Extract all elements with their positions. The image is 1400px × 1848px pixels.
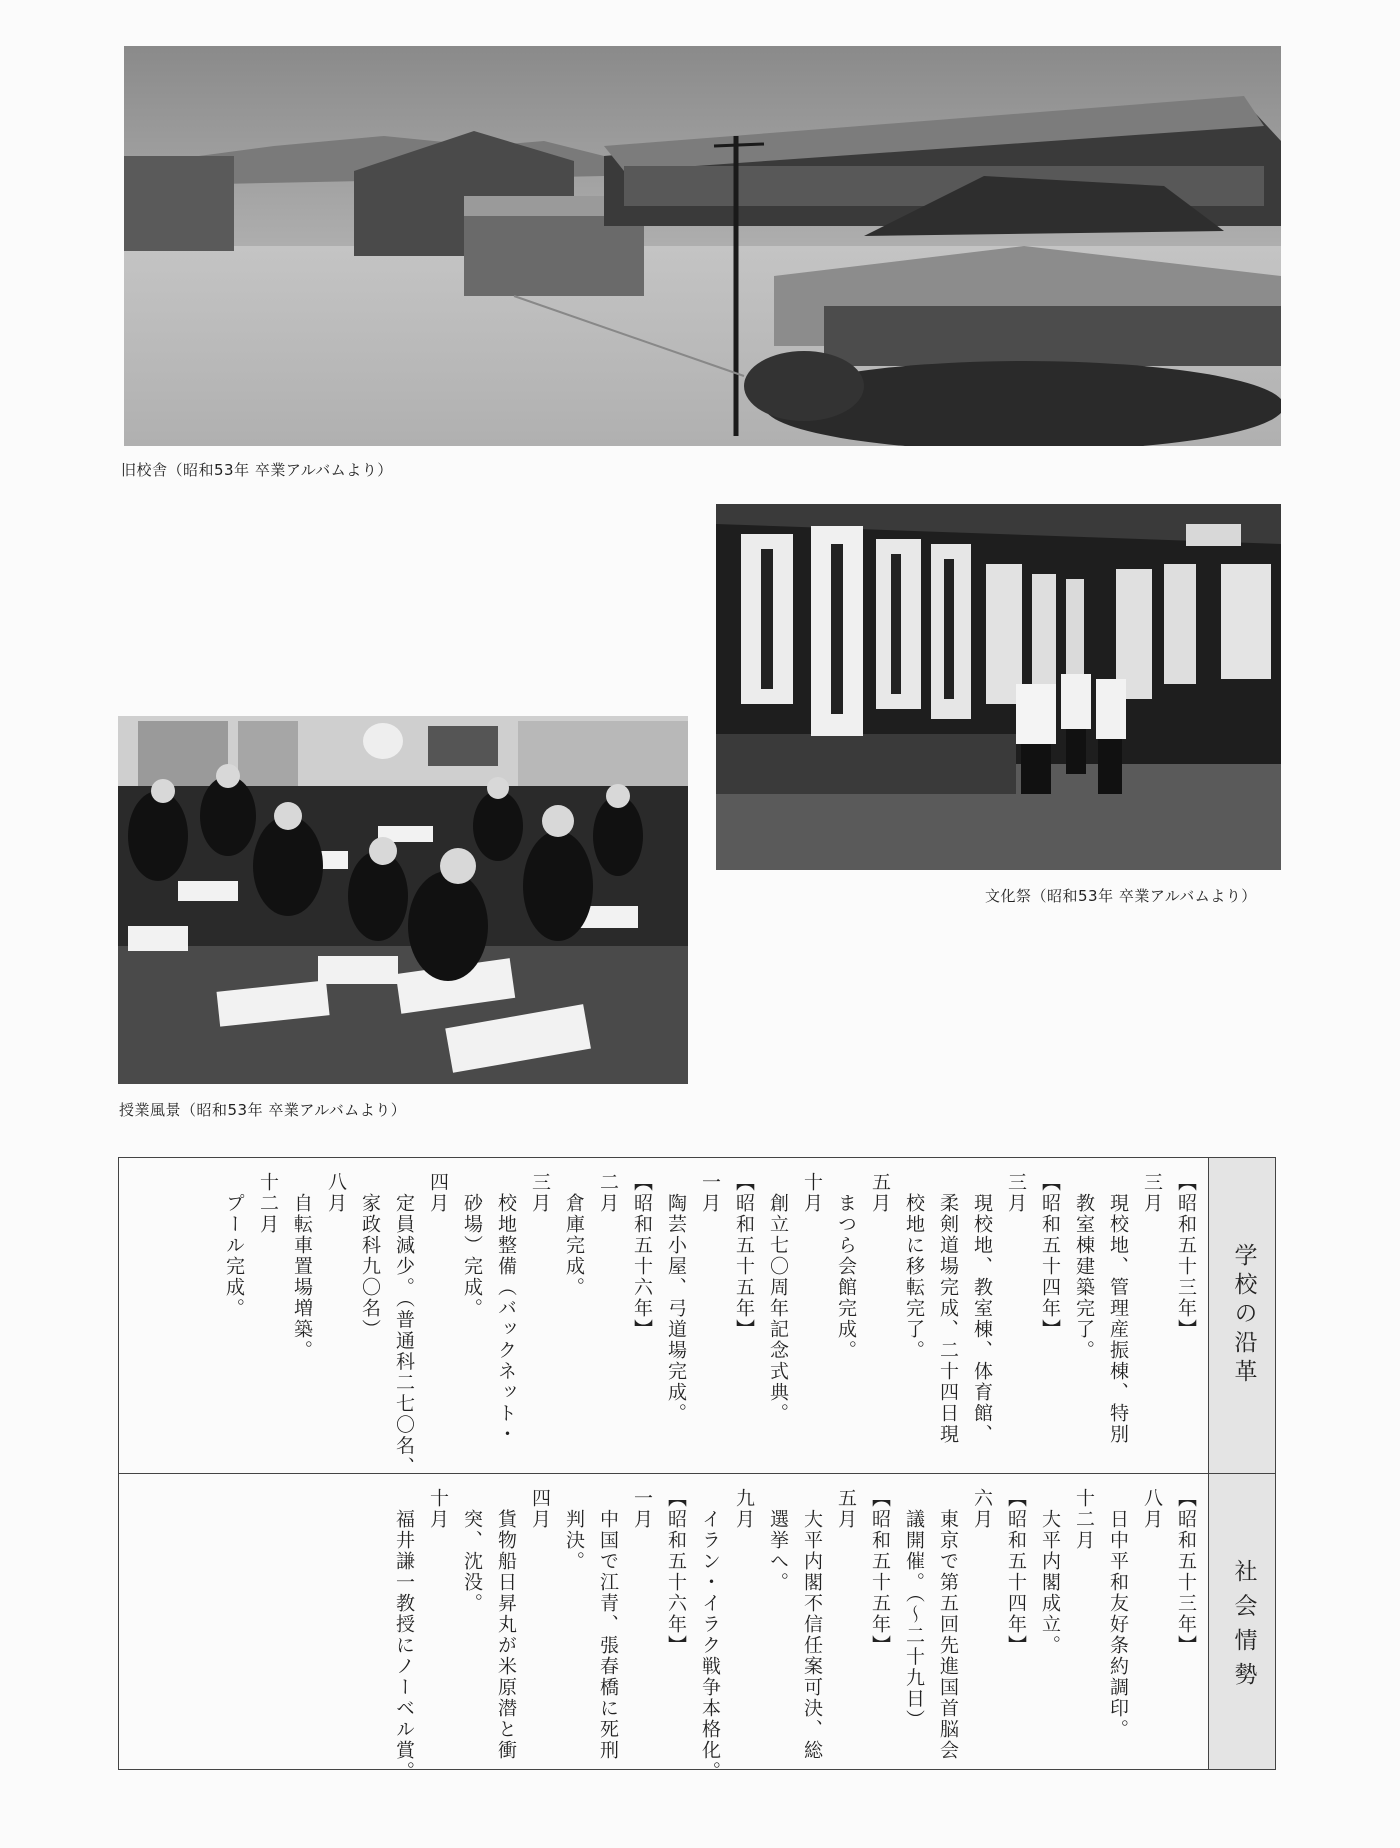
history-line: 二月 — [597, 1172, 619, 1214]
history-line: 自転車置場増築。 — [291, 1172, 313, 1361]
social-line: 四月 — [529, 1488, 551, 1530]
social-line: 中国で江青、張春橋に死刑 — [597, 1488, 619, 1761]
social-title: 社 会 情 勢 — [1230, 1558, 1257, 1687]
history-line: 家政科九〇名） — [359, 1172, 381, 1340]
social-conditions-text — [183, 1488, 1203, 1782]
history-title: 学校の沿革 — [1230, 1243, 1257, 1388]
history-line: 【昭和五十四年】 — [1039, 1172, 1061, 1340]
history-table — [118, 1157, 1276, 1782]
social-line: 判決。 — [563, 1488, 585, 1572]
school-history-text — [183, 1172, 1203, 1478]
old-school-building-photo — [124, 46, 1281, 446]
history-line: 砂場）完成。 — [461, 1172, 483, 1319]
history-line: 三月 — [1005, 1172, 1027, 1214]
history-line: 十月 — [801, 1172, 823, 1214]
history-line: 柔剣道場完成、二十四日現 — [937, 1172, 959, 1445]
social-line: 九月 — [733, 1488, 755, 1530]
social-line: 貨物船日昇丸が米原潜と衝 — [495, 1488, 517, 1761]
social-line: 大平内閣不信任案可決、総 — [801, 1488, 823, 1761]
classroom-caption: 授業風景（昭和53年 卒業アルバムより） — [119, 1101, 407, 1119]
classroom-photo — [118, 716, 688, 1084]
history-line: 校地に移転完了。 — [903, 1172, 925, 1361]
social-line: 突、沈没。 — [461, 1488, 483, 1614]
social-line: 【昭和五十四年】 — [1005, 1488, 1027, 1656]
history-line: 現校地、管理産振棟、特別 — [1107, 1172, 1129, 1445]
history-line: 十二月 — [257, 1172, 279, 1235]
festival-caption: 文化祭（昭和53年 卒業アルバムより） — [985, 887, 1257, 905]
history-line: 【昭和五十三年】 — [1175, 1172, 1197, 1340]
social-line: 【昭和五十五年】 — [869, 1488, 891, 1656]
history-line: 校地整備（バックネット・ — [495, 1172, 517, 1445]
social-line: 八月 — [1141, 1488, 1163, 1530]
history-line: 一月 — [699, 1172, 721, 1214]
social-line: 十月 — [427, 1488, 449, 1530]
history-line: 三月 — [1141, 1172, 1163, 1214]
social-line: 【昭和五十六年】 — [665, 1488, 687, 1656]
history-line: 倉庫完成。 — [563, 1172, 585, 1298]
social-line: 十二月 — [1073, 1488, 1095, 1551]
history-line: 【昭和五十五年】 — [733, 1172, 755, 1340]
social-line: 六月 — [971, 1488, 993, 1530]
social-line: 選挙へ。 — [767, 1488, 789, 1593]
history-line: 三月 — [529, 1172, 551, 1214]
social-line: イラン・イラク戦争本格化。 — [699, 1488, 721, 1782]
social-line: 東京で第五回先進国首脳会 — [937, 1488, 959, 1761]
row-divider — [119, 1473, 1275, 1474]
social-line: 福井謙一教授にノーベル賞。 — [393, 1488, 415, 1782]
history-line: 現校地、教室棟、体育館、 — [971, 1172, 993, 1445]
social-line: 日中平和友好条約調印。 — [1107, 1488, 1129, 1740]
social-line: 【昭和五十三年】 — [1175, 1488, 1197, 1656]
history-line: 五月 — [869, 1172, 891, 1214]
history-line: まつら会館完成。 — [835, 1172, 857, 1361]
history-line: 【昭和五十六年】 — [631, 1172, 653, 1340]
history-line: 教室棟建築完了。 — [1073, 1172, 1095, 1361]
social-line: 大平内閣成立。 — [1039, 1488, 1061, 1656]
social-line: 議開催。（〜二十九日） — [903, 1488, 925, 1731]
social-line: 一月 — [631, 1488, 653, 1530]
history-line: 陶芸小屋、弓道場完成。 — [665, 1172, 687, 1424]
history-line: プール完成。 — [223, 1172, 245, 1319]
history-line: 四月 — [427, 1172, 449, 1214]
social-line: 五月 — [835, 1488, 857, 1530]
history-line: 八月 — [325, 1172, 347, 1214]
history-line: 定員減少。（普通科二七〇名、 — [393, 1172, 415, 1478]
old-building-caption: 旧校舎（昭和53年 卒業アルバムより） — [121, 461, 393, 479]
cultural-festival-photo — [716, 504, 1281, 870]
history-line: 創立七〇周年記念式典。 — [767, 1172, 789, 1424]
